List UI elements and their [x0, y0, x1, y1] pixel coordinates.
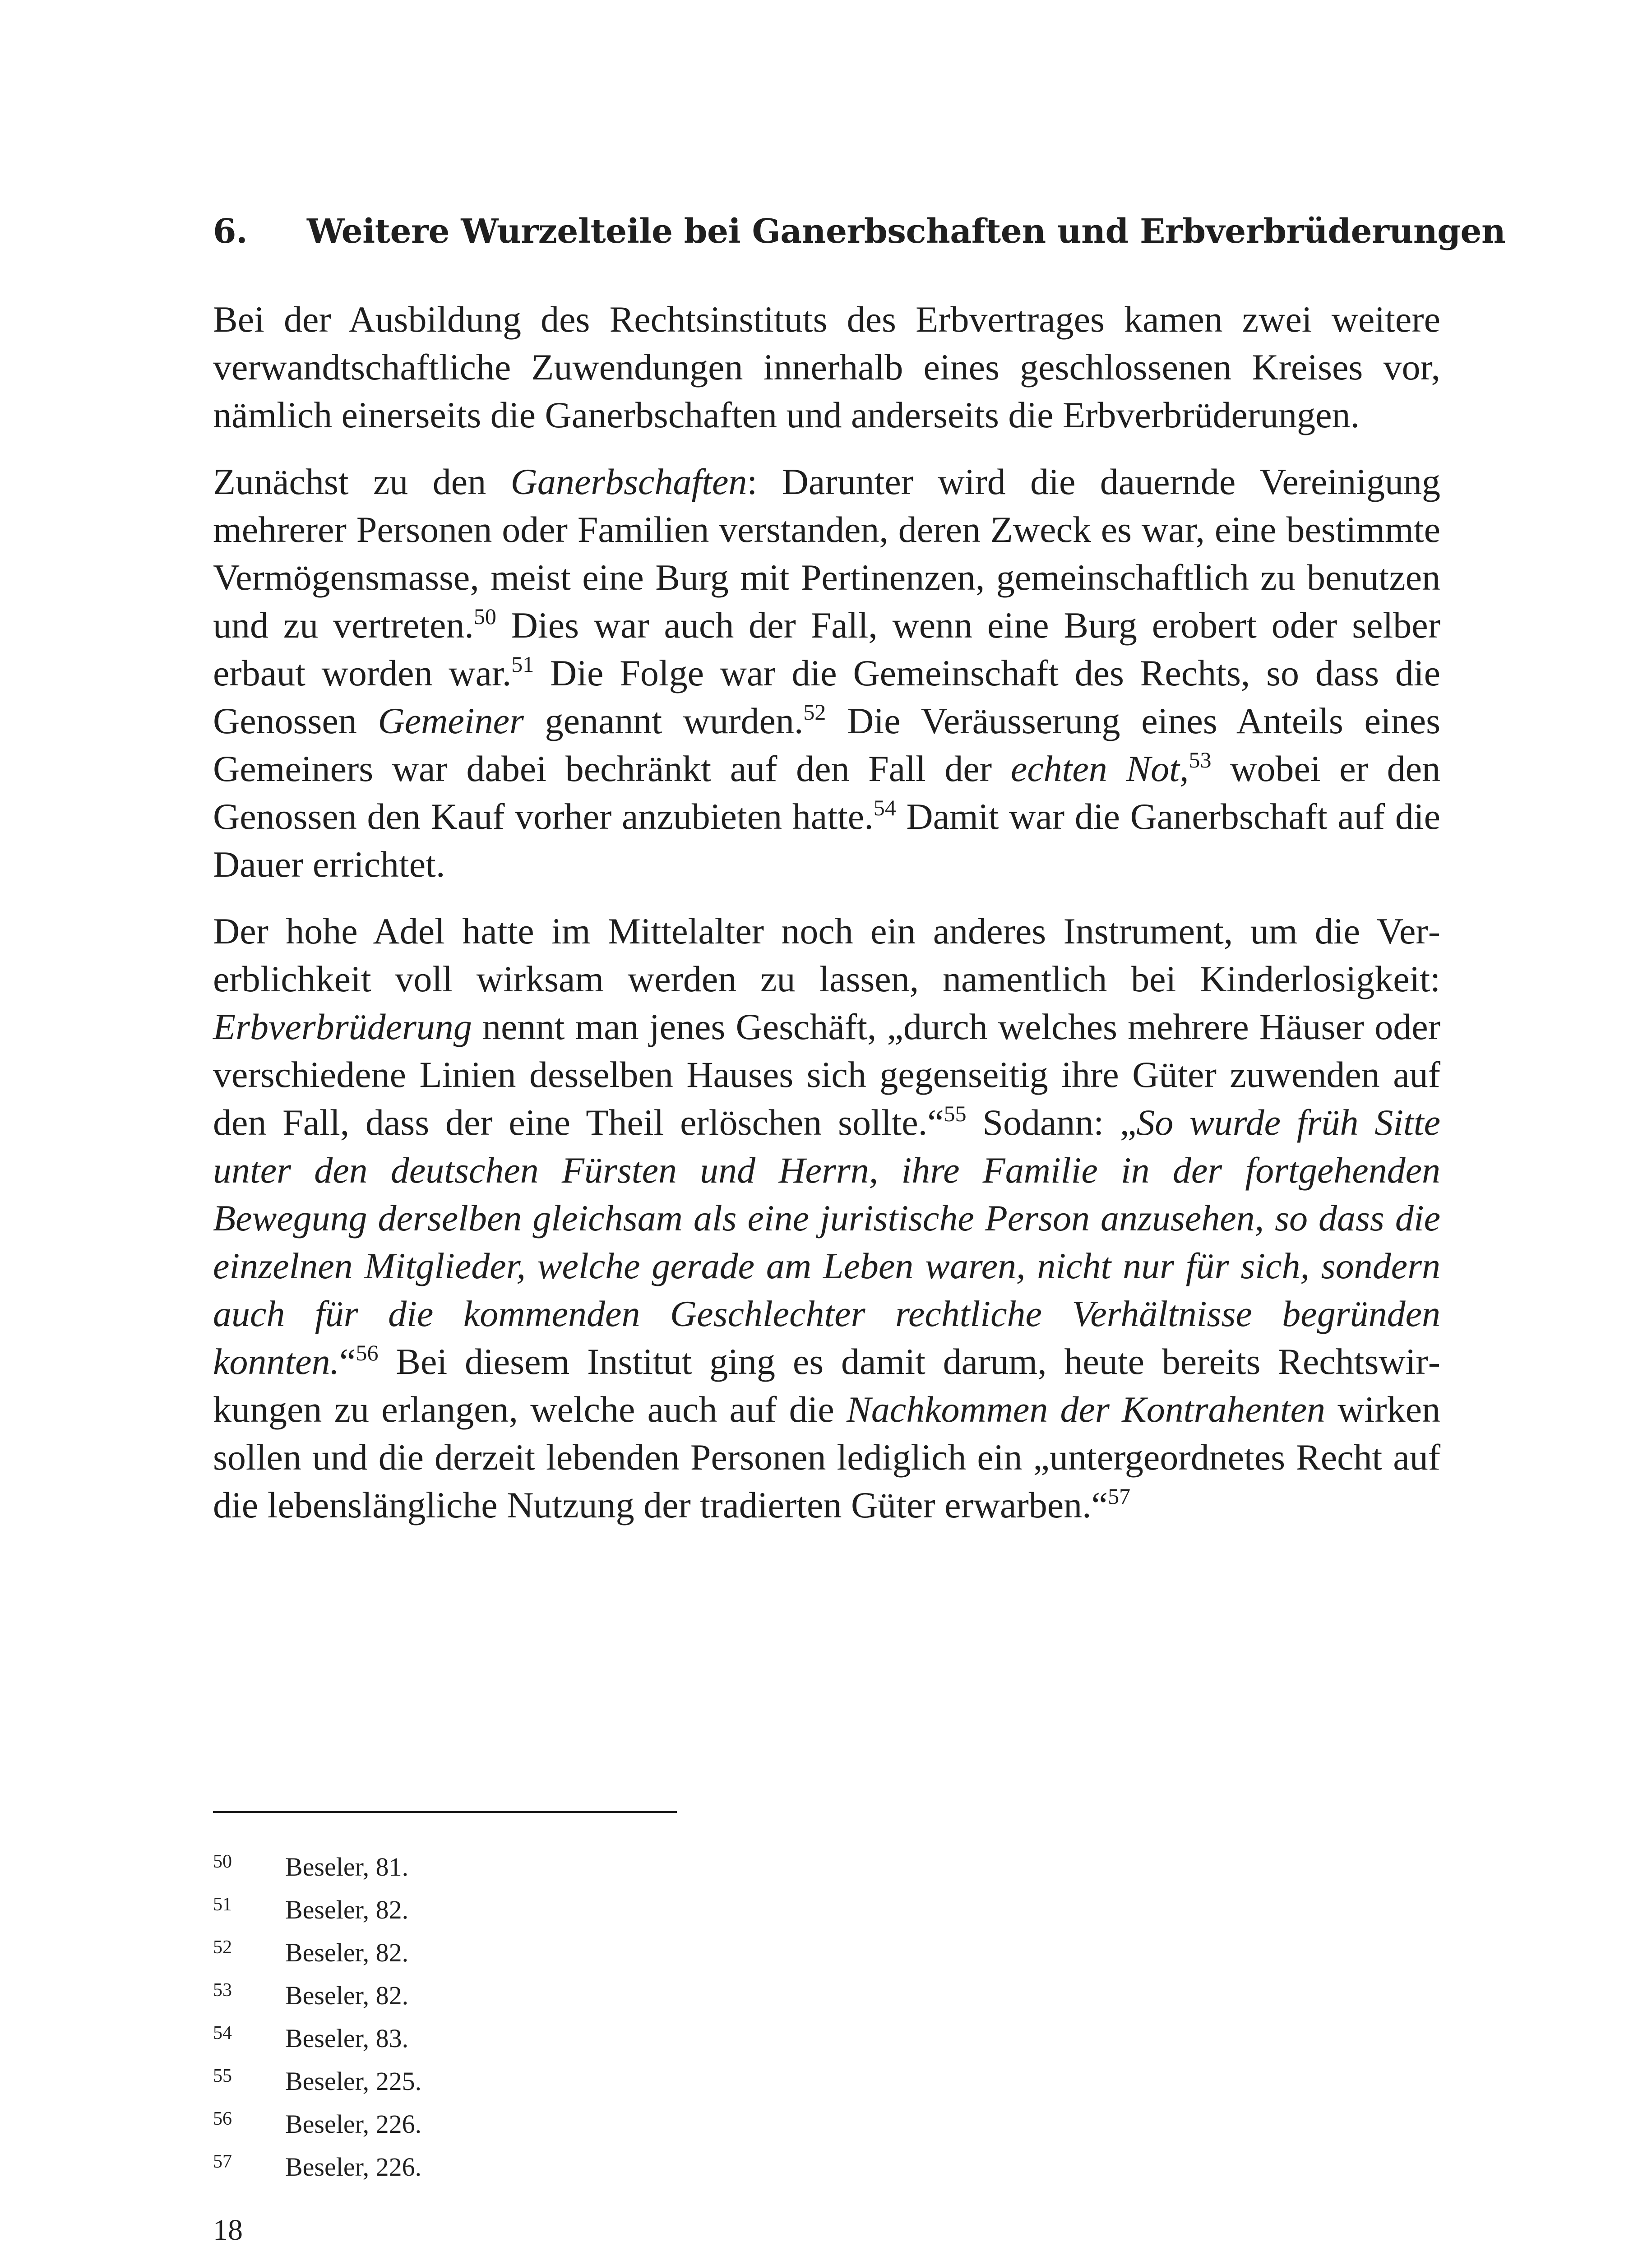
text-segment: Dies war auch der Fall, wenn eine Burg erobert oder selber erbaut worden war.	[213, 605, 1440, 693]
text-segment: ,	[1179, 748, 1189, 789]
footnote-item	[213, 2145, 935, 2188]
footnote-number: 50	[213, 1851, 232, 1872]
footnote-text: Beseler, 82.	[285, 1938, 409, 1967]
paragraph-p1	[213, 296, 1440, 439]
paragraph-p2	[213, 458, 1440, 888]
footnote-text: Beseler, 226.	[285, 2152, 422, 2182]
footnote-number: 54	[213, 2023, 232, 2043]
page-number: 18	[213, 2214, 243, 2247]
footnote-text: Beseler, 225.	[285, 2066, 422, 2096]
footnote-text: Beseler, 82.	[285, 1895, 409, 1924]
footnote-item	[213, 1888, 935, 1931]
footnote-reference: 54	[873, 795, 896, 820]
footnote-number: 55	[213, 2066, 232, 2086]
footnote-reference: 50	[473, 604, 496, 629]
footnotes	[213, 1845, 935, 2188]
text-segment: Bei der Ausbildung des Rechtsinstituts des Erbvertrages kamen zwei weitere verwandtschaftliche Zuwendungen innerhalb eines geschlossenen Kreises vor, nämlich einerseits die Ganerbschaften und anderseits die Erbverbrüderungen.	[213, 299, 1440, 435]
text-segment: Die Folge war die Gemeinschaft des Rechts, so dass die Genossen	[213, 652, 1440, 741]
text-segment: Damit war die Ganerbschaft auf die Dauer errichtet.	[213, 796, 1440, 885]
footnote-reference: 52	[803, 699, 826, 725]
footnote-text: Beseler, 81.	[285, 1852, 409, 1882]
text-segment: Der hohe Adel hatte im Mittelalter noch ein anderes Instrument, um die Vererblichkeit voll wirksam werden zu lassen, namentlich bei Kinderlosigkeit:	[213, 911, 1440, 999]
text-segment: Sodann: „	[966, 1102, 1137, 1143]
footnote-reference: 55	[944, 1101, 967, 1126]
italic-text: Ganerbschaften	[510, 461, 747, 502]
footnote-number: 56	[213, 2108, 232, 2129]
section-heading	[213, 212, 1506, 251]
text-segment: Bei diesem Institut ging es damit darum, heute bereits Rechtswirkungen zu erlangen, welche auch auf die	[213, 1341, 1440, 1430]
footnote-text: Beseler, 82.	[285, 1981, 409, 2010]
text-segment: nennt man jenes Geschäft, „durch welches mehrere Häuser oder verschiedene Linien desselben Hauses sich gegenseitig ihre Güter zuwenden auf den Fall, dass der eine Theil erlöschen sollte.“	[213, 1006, 1440, 1143]
italic-text: Nachkommen der Kontrahenten	[847, 1389, 1326, 1430]
text-segment: : Darunter wird die dauernde Vereinigung mehrerer Personen oder Familien verstanden, deren Zweck es war, eine bestimmte Vermögensmasse, meist eine Burg mit Pertinenzen, gemeinschaftlich zu benutzen und zu vertreten.	[213, 461, 1440, 646]
footnote-reference: 51	[511, 652, 534, 677]
footnote-item	[213, 2017, 935, 2060]
footnote-divider	[213, 1811, 677, 1813]
italic-text: Erbverbrüderung	[213, 1006, 472, 1047]
text-segment: genannt wurden.	[523, 700, 804, 741]
italic-text: So wurde früh Sitte unter den deutschen Fürsten und Herrn, ihre Familie in der fortgehenden Bewegung derselben gleichsam als eine juristische Person anzusehen, so dass die einzelnen Mitglieder, welche gerade am Leben waren, nicht nur für sich, sondern auch für die kommenden Geschlechter rechtliche Verhältnisse begründen konnten.	[213, 1102, 1440, 1382]
footnote-text: Beseler, 83.	[285, 2024, 409, 2053]
footnote-item	[213, 1931, 935, 1974]
text-segment: wirken sollen und die derzeit lebenden Personen lediglich ein „untergeordnetes Recht auf die lebenslängliche Nutzung der tradierten Güter erwarben.“	[213, 1389, 1440, 1526]
footnote-item	[213, 2103, 935, 2145]
italic-text: echten Not	[1010, 748, 1180, 789]
text-segment: Zunächst zu den	[213, 461, 511, 502]
footnote-reference: 56	[356, 1340, 379, 1365]
footnote-item	[213, 2060, 935, 2103]
footnote-item	[213, 1974, 935, 2017]
section-title: Weitere Wurzelteile bei Ganerbschaften und Erbverbrüderungen	[307, 212, 1506, 251]
text-segment: Die Veräusserung eines Anteils eines Gemeiners war dabei bechränkt auf den Fall der	[213, 700, 1440, 789]
footnote-text: Beseler, 226.	[285, 2109, 422, 2139]
text-segment: wobei er den Genossen den Kauf vorher anzubieten hatte.	[213, 748, 1441, 837]
footnote-number: 53	[213, 1980, 232, 2001]
footnote-item	[213, 1845, 935, 1888]
body-text	[213, 296, 1440, 1548]
footnote-number: 52	[213, 1937, 232, 1958]
footnote-reference: 53	[1189, 747, 1212, 772]
section-number: 6.	[213, 212, 248, 251]
footnote-reference: 57	[1108, 1484, 1131, 1509]
footnote-number: 51	[213, 1894, 232, 1915]
footnote-number: 57	[213, 2151, 232, 2172]
paragraph-p3	[213, 907, 1440, 1529]
text-segment: “	[339, 1341, 356, 1382]
italic-text: Gemeiner	[378, 700, 524, 741]
